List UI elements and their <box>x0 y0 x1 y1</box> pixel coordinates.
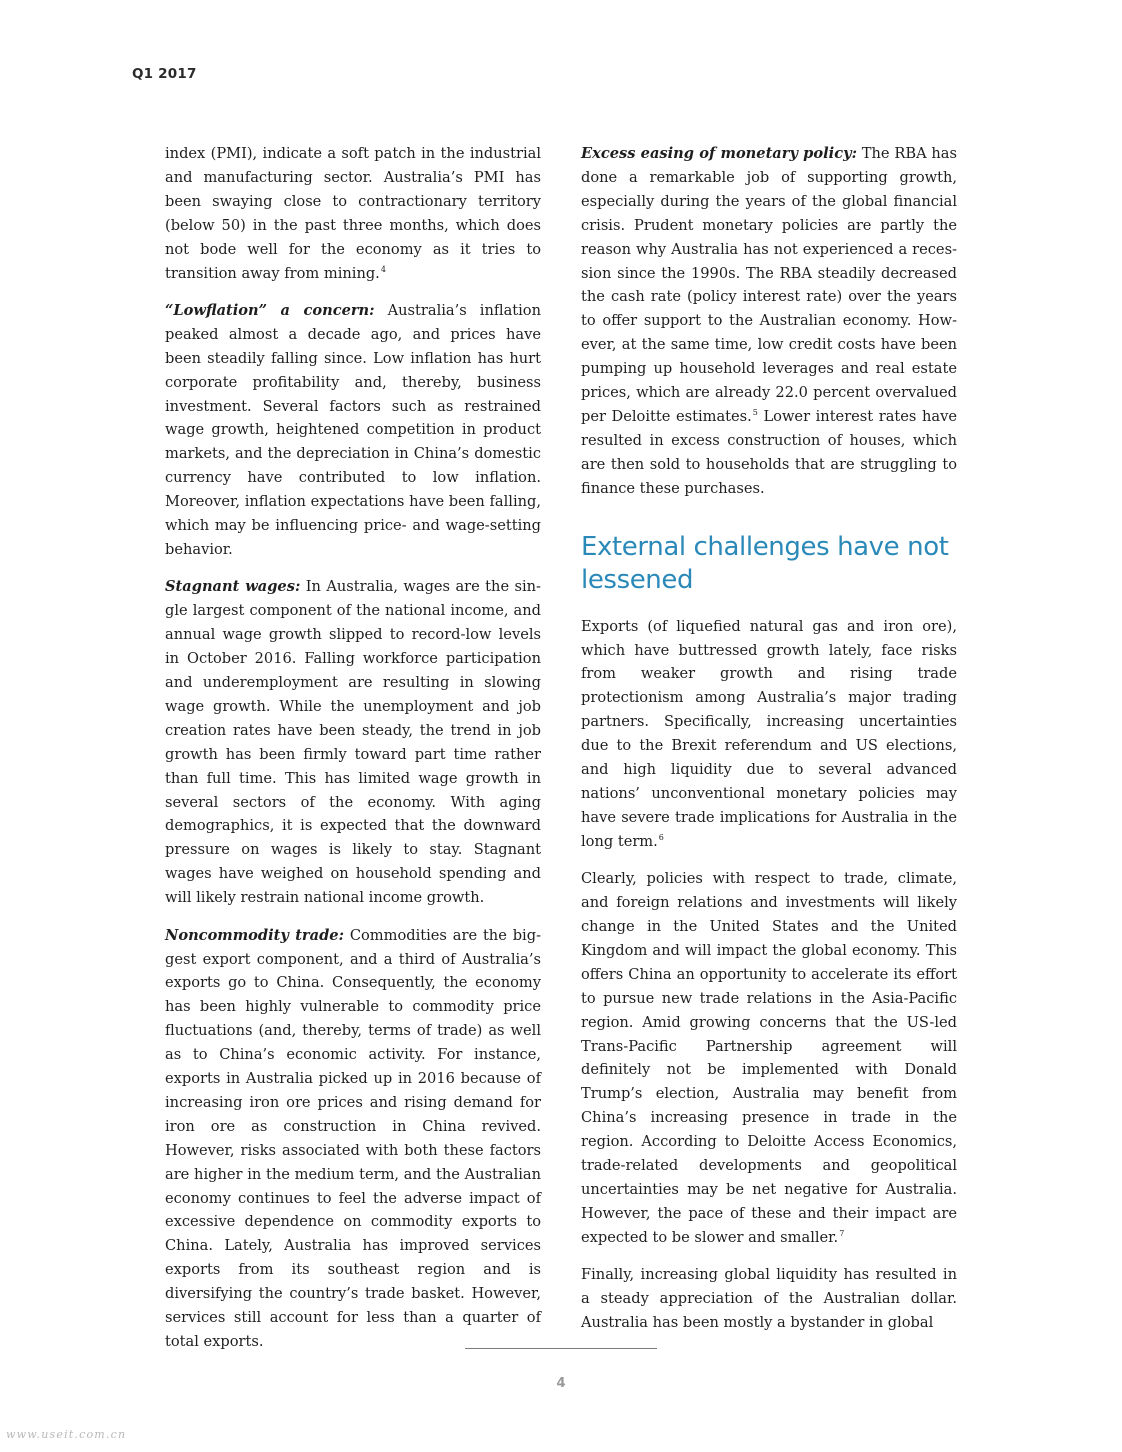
footer-divider <box>465 1348 657 1349</box>
paragraph-text: Exports (of liquefied natural gas and iron ore), which have buttressed growth lately, face risks from weaker growth and rising trade protectionism among Australia’s major trading partners. Specifically, increasing uncertainties due to the Brexit referendum and US elections, and high liquidity due to several advanced nations’ unconventional monetary policies may have severe trade implications for Australia in the long term. <box>581 617 957 850</box>
paragraph-text: Commodities are the biggest export component, and a third of Australia’s exports go to China. Consequently, the economy has been highly vulnerable to commodity price fluctuations (and, thereby, terms of trade) as well as to China’s economic activity. For instance, exports in Australia picked up in 2016 because of increasing iron ore prices and rising demand for iron ore as construction in China revived. However, risks associated with both these factors are higher in the medium term, and the Australian economy continues to feel the adverse impact of excessive dependence on commodity exports to China. Lately, Australia has improved services exports from its southeast region and is diversifying the country’s trade basket. However, services still account for less than a quarter of total exports. <box>165 926 541 1350</box>
paragraph-text: In Australia, wages are the single largest component of the national income, and annual wage growth slipped to record-low levels in October 2016. Falling workforce participation and underemployment are resulting in slowing wage growth. While the unemployment and job creation rates have been steady, the trend in job growth has been firmly toward part time rather than full time. This has limited wage growth in several sectors of the economy. With aging demographics, it is expected that the downward pressure on wages is likely to stay. Stagnant wages have weighed on household spending and will likely restrain national income growth. <box>165 578 541 907</box>
right-column <box>581 142 957 1348</box>
paragraph-text-continued: Lower interest rates have resulted in excess construction of houses, which are then sold to households that are struggling to finance these purchases. <box>581 407 957 497</box>
issue-label: Q1 2017 <box>132 66 197 82</box>
watermark: www.useit.com.cn <box>6 1428 127 1441</box>
left-column <box>165 142 541 1367</box>
paragraph-text: Finally, increasing global liquidity has resulted in a steady appreciation of the Australian dollar. Australia has been mostly a bystander in global <box>581 1266 957 1331</box>
footnote-ref: 4 <box>380 264 386 274</box>
paragraph-pmi <box>165 142 541 285</box>
paragraph-lead: “Lowflation” a concern: <box>165 301 375 319</box>
paragraph-monetary-policy <box>581 142 957 501</box>
paragraph-text: Australia’s inflation peaked almost a decade ago, and prices have been steadily falling since. Low inflation has hurt corporate profitability and, thereby, business investment. Several factors such as restrained wage growth, heightened competition in product markets, and the depreciation in China’s domestic currency have contributed to low inflation. Moreover, inflation expectations have been falling, which may be influencing price- and wage-setting behavior. <box>165 301 541 558</box>
section-heading: External challenges have not lessened <box>581 531 949 595</box>
paragraph-exports <box>581 615 957 854</box>
footnote-ref: 6 <box>658 832 664 842</box>
paragraph-text: The RBA has done a remarkable job of supporting growth, especially during the years of the global financial crisis. Prudent monetary policies are partly the reason why Australia has not experienced a recession since the 1990s. The RBA steadily decreased the cash rate (policy interest rate) over the years to offer support to the Australian economy. However, at the same time, low credit costs have been pumping up household leverages and real estate prices, which are already 22.0 percent overvalued per Deloitte estimates. <box>581 145 957 425</box>
footnote-ref: 7 <box>839 1228 845 1238</box>
paragraph-text: Clearly, policies with respect to trade, climate, and foreign relations and investments will likely change in the United States and the United Kingdom and will impact the global economy. This offers China an opportunity to accelerate its effort to pursue new trade relations in the Asia-Pacific region. Amid growing concerns that the US-led Trans-Pacific Partnership agreement will definitely not be implemented with Donald Trump’s election, Australia may benefit from China’s increasing presence in trade in the region. According to Deloitte Access Economics, trade-related developments and geopolitical uncertainties may be net negative for Australia. However, the pace of these and their impact are expected to be slower and smaller. <box>581 870 957 1246</box>
paragraph-lowflation <box>165 299 541 562</box>
paragraph-global-liquidity <box>581 1263 957 1335</box>
paragraph-noncommodity-trade <box>165 924 541 1354</box>
page-number: 4 <box>556 1376 566 1391</box>
paragraph-policies <box>581 867 957 1250</box>
paragraph-text: index (PMI), indicate a soft patch in the industrial and manufacturing sector. Australia’s PMI has been swaying close to contractionary territory (below 50) in the past three months, which does not bode well for the economy as it tries to transition away from mining. <box>165 145 541 282</box>
footnote-ref: 5 <box>752 408 758 418</box>
paragraph-lead: Noncommodity trade: <box>165 926 344 944</box>
paragraph-lead: Excess easing of monetary policy: <box>581 145 857 162</box>
paragraph-lead: Stagnant wages: <box>165 578 301 596</box>
paragraph-stagnant-wages <box>165 575 541 910</box>
